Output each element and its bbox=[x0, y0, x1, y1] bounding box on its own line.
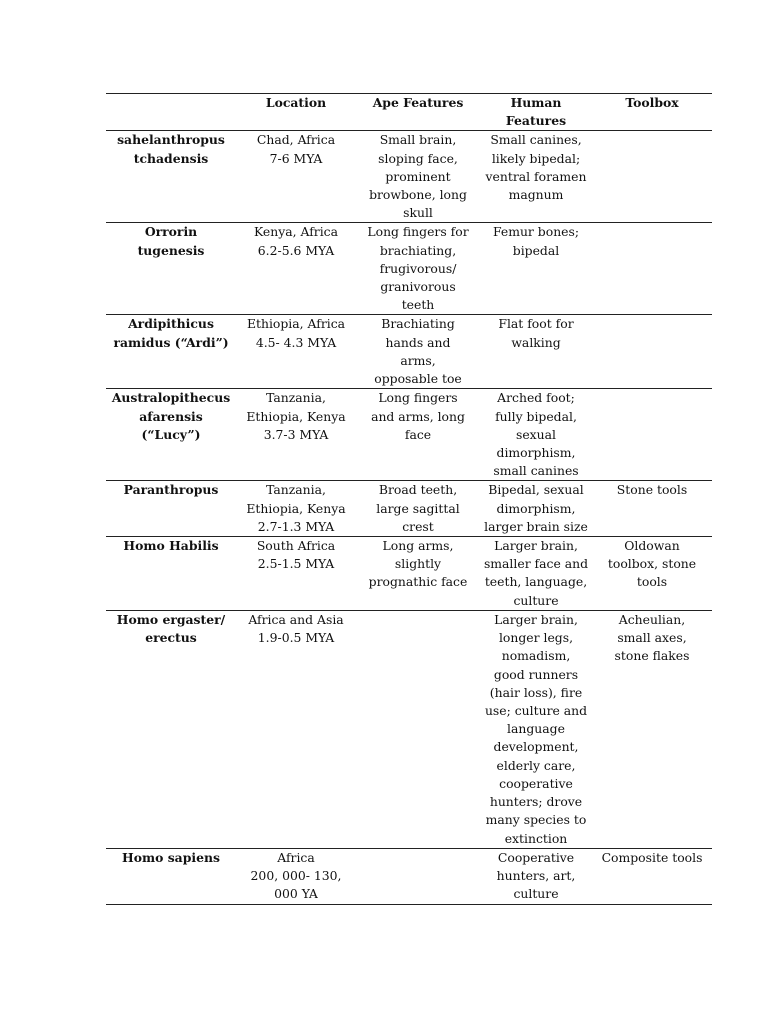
toolbox-cell: Acheulian, small axes, stone flakes bbox=[592, 611, 712, 849]
toolbox-cell: Composite tools bbox=[592, 848, 712, 904]
human-features-cell: Flat foot for walking bbox=[480, 315, 592, 389]
header-location: Location bbox=[236, 94, 356, 131]
toolbox-cell bbox=[592, 389, 712, 481]
header-toolbox: Toolbox bbox=[592, 94, 712, 131]
ape-features-cell: Small brain, sloping face, prominent browbone, long skull bbox=[356, 131, 480, 223]
table-row bbox=[106, 611, 712, 849]
ape-features-cell bbox=[356, 611, 480, 849]
toolbox-cell: Stone tools bbox=[592, 481, 712, 537]
human-features-cell: Arched foot; fully bipedal, sexual dimorphism, small canines bbox=[480, 389, 592, 481]
location-cell: Tanzania, Ethiopia, Kenya 2.7-1.3 MYA bbox=[236, 481, 356, 537]
human-features-cell: Larger brain, smaller face and teeth, language, culture bbox=[480, 537, 592, 611]
species-cell: Australopithecus afarensis (“Lucy”) bbox=[106, 389, 236, 481]
toolbox-cell bbox=[592, 131, 712, 223]
human-features-cell: Cooperative hunters, art, culture bbox=[480, 848, 592, 904]
human-features-cell: Bipedal, sexual dimorphism, larger brain size bbox=[480, 481, 592, 537]
species-cell: Paranthropus bbox=[106, 481, 236, 537]
toolbox-cell bbox=[592, 315, 712, 389]
ape-features-cell: Long fingers for brachiating, frugivorous/ granivorous teeth bbox=[356, 223, 480, 315]
species-cell: Ardipithicus ramidus (“Ardi”) bbox=[106, 315, 236, 389]
hominin-comparison-table bbox=[106, 93, 712, 905]
location-cell: Africa 200, 000- 130, 000 YA bbox=[236, 848, 356, 904]
location-cell: South Africa 2.5-1.5 MYA bbox=[236, 537, 356, 611]
ape-features-cell: Brachiating hands and arms, opposable toe bbox=[356, 315, 480, 389]
header-ape-features: Ape Features bbox=[356, 94, 480, 131]
toolbox-cell bbox=[592, 223, 712, 315]
header-species bbox=[106, 94, 236, 131]
toolbox-cell: Oldowan toolbox, stone tools bbox=[592, 537, 712, 611]
table-header-row bbox=[106, 94, 712, 131]
table-row bbox=[106, 481, 712, 537]
ape-features-cell: Long fingers and arms, long face bbox=[356, 389, 480, 481]
human-features-cell: Larger brain, longer legs, nomadism, good runners (hair loss), fire use; culture and language development, elderly care, cooperative hunters; drove many species to extinction bbox=[480, 611, 592, 849]
species-cell: Orrorin tugenesis bbox=[106, 223, 236, 315]
location-cell: Ethiopia, Africa 4.5- 4.3 MYA bbox=[236, 315, 356, 389]
header-human-features: Human Features bbox=[480, 94, 592, 131]
table-row bbox=[106, 389, 712, 481]
human-features-cell: Small canines, likely bipedal; ventral foramen magnum bbox=[480, 131, 592, 223]
species-cell: Homo ergaster/ erectus bbox=[106, 611, 236, 849]
ape-features-cell bbox=[356, 848, 480, 904]
species-cell: Homo sapiens bbox=[106, 848, 236, 904]
table-row bbox=[106, 315, 712, 389]
ape-features-cell: Broad teeth, large sagittal crest bbox=[356, 481, 480, 537]
species-cell: Homo Habilis bbox=[106, 537, 236, 611]
table-row bbox=[106, 848, 712, 904]
location-cell: Tanzania, Ethiopia, Kenya 3.7-3 MYA bbox=[236, 389, 356, 481]
ape-features-cell: Long arms, slightly prognathic face bbox=[356, 537, 480, 611]
location-cell: Chad, Africa 7-6 MYA bbox=[236, 131, 356, 223]
table-row bbox=[106, 537, 712, 611]
human-features-cell: Femur bones; bipedal bbox=[480, 223, 592, 315]
location-cell: Kenya, Africa 6.2-5.6 MYA bbox=[236, 223, 356, 315]
species-cell: sahelanthropus tchadensis bbox=[106, 131, 236, 223]
table-row bbox=[106, 131, 712, 223]
table-row bbox=[106, 223, 712, 315]
location-cell: Africa and Asia 1.9-0.5 MYA bbox=[236, 611, 356, 849]
